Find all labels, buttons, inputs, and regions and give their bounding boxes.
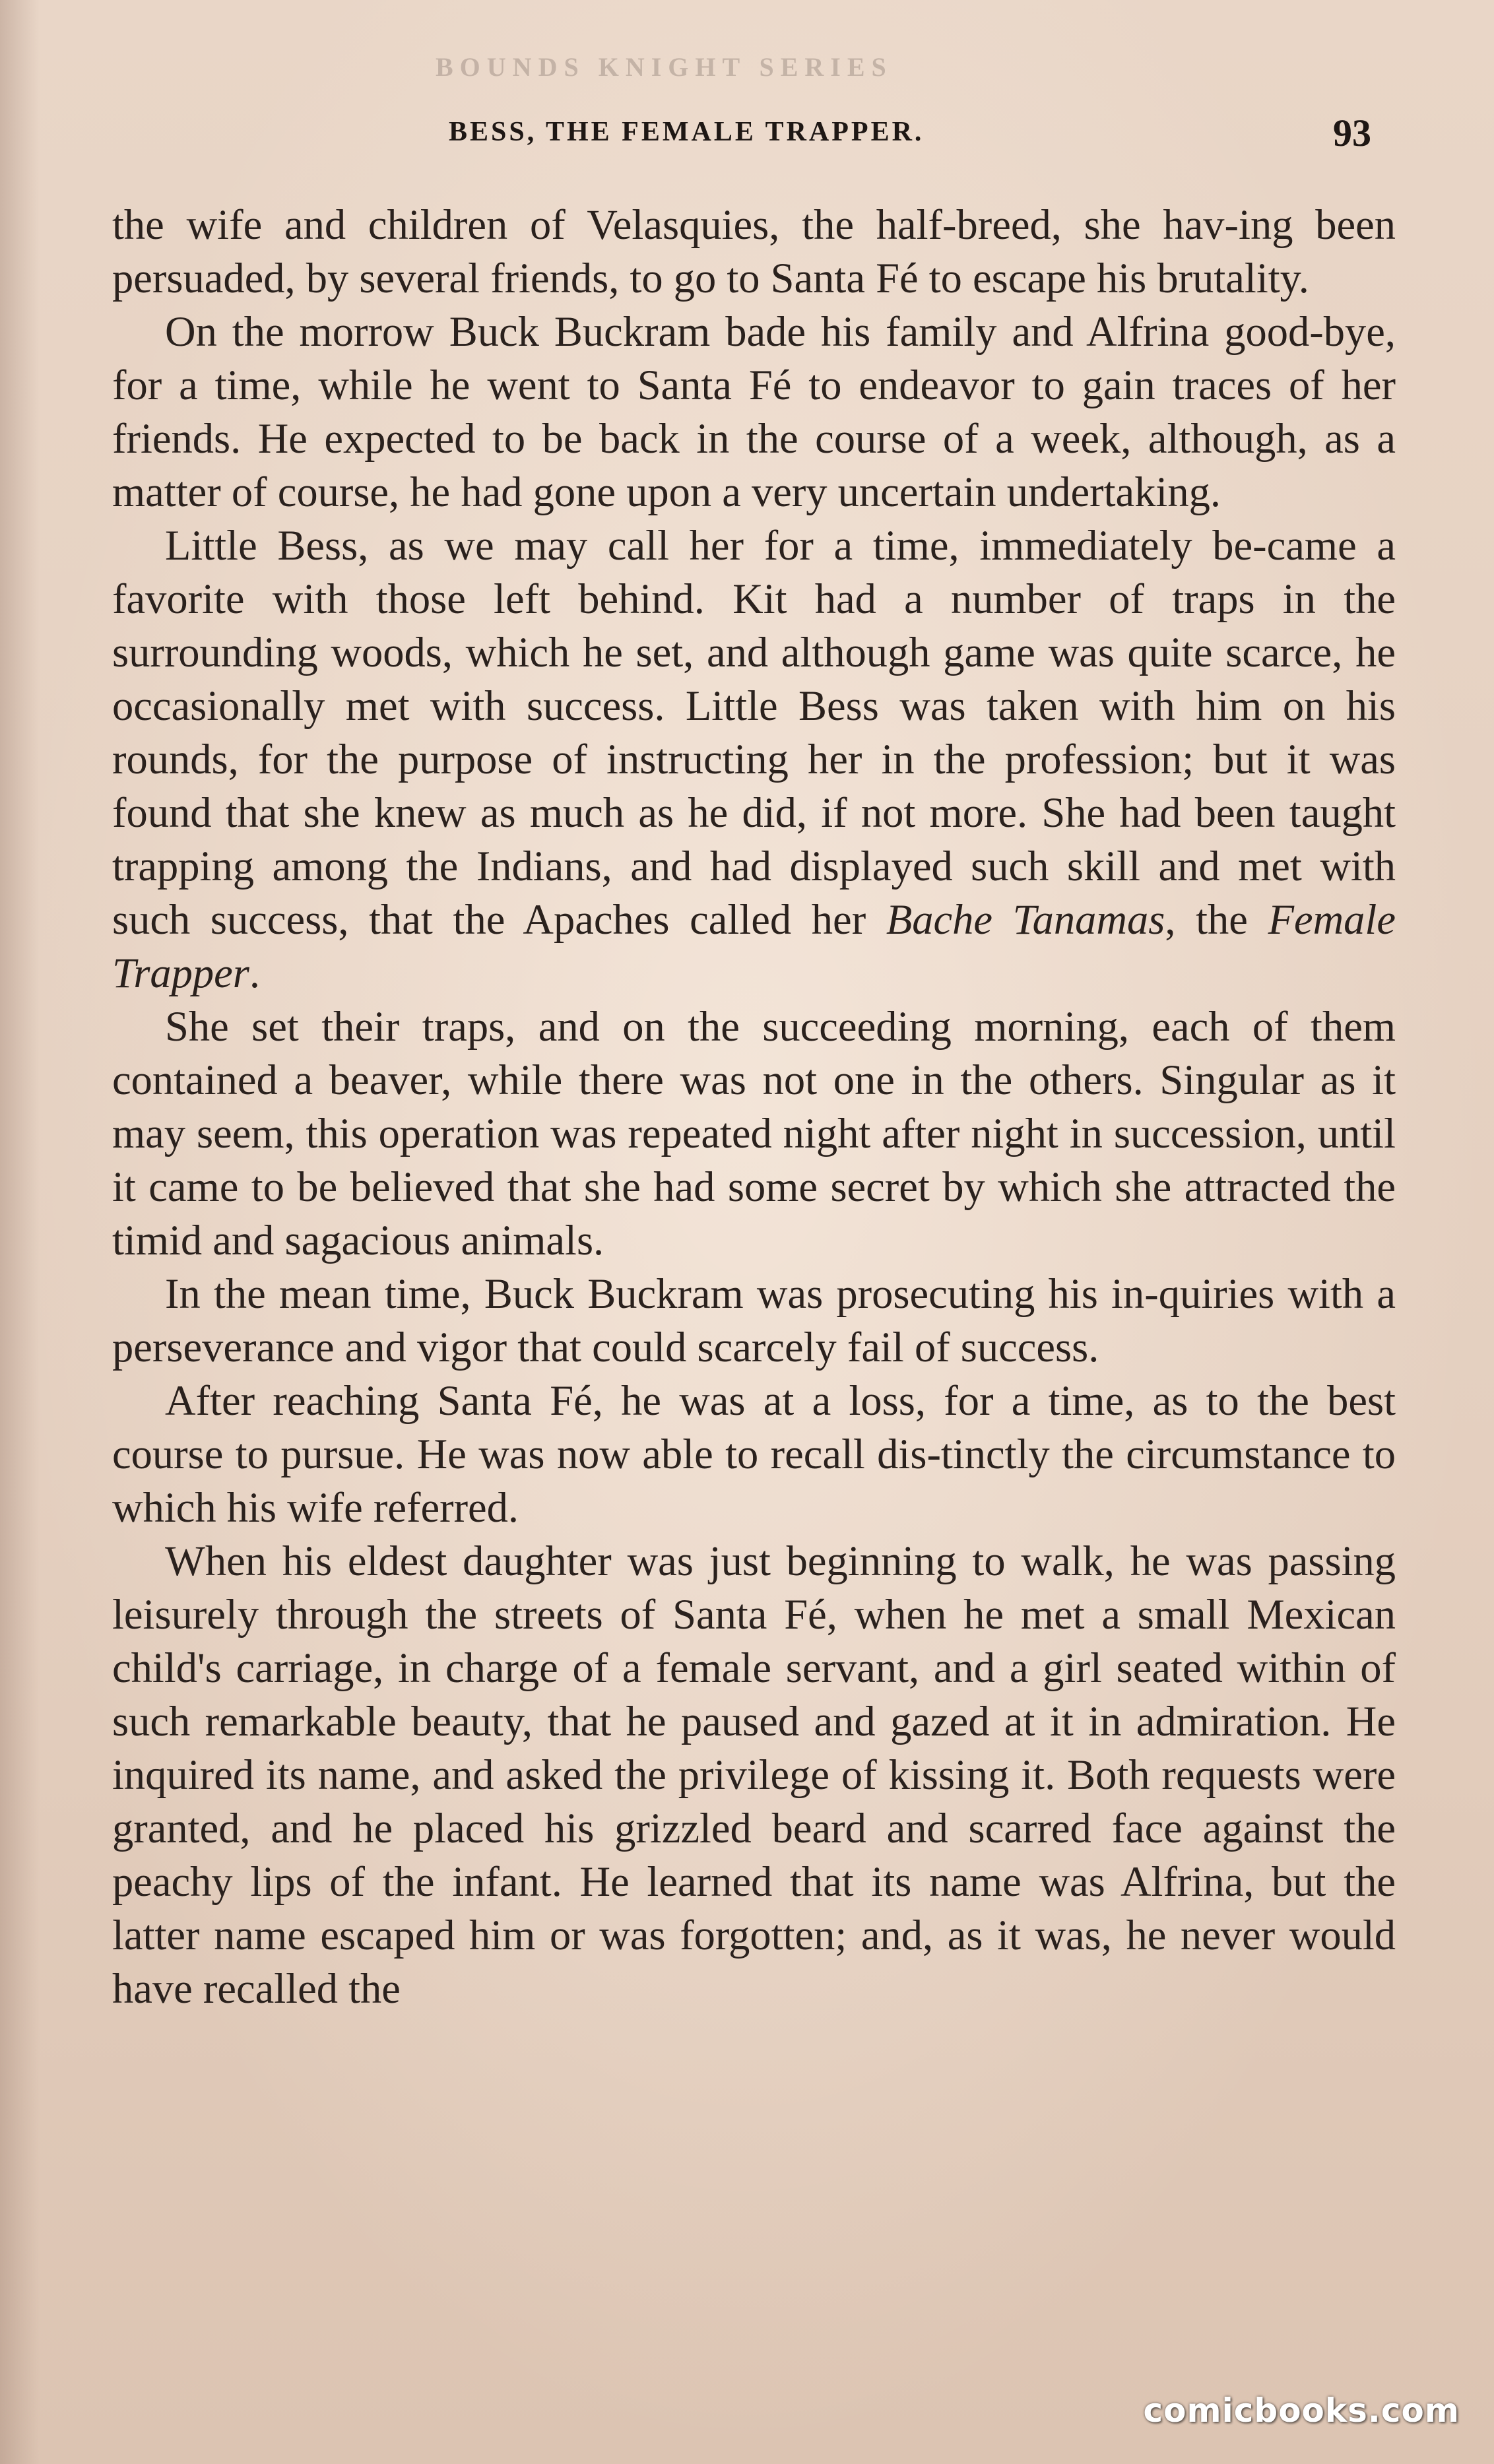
- page-edge-shadow: [0, 0, 40, 2464]
- paragraph: [112, 305, 1396, 519]
- text-run: , the: [1165, 896, 1268, 943]
- running-head: [0, 111, 1494, 157]
- page-number: 93: [1333, 112, 1371, 154]
- paragraph: [112, 1374, 1396, 1534]
- paragraph: [112, 1000, 1396, 1267]
- text-run: When his eldest daughter was just beginning to walk, he was passing leisurely through the streets of Santa Fé, when he met a small Mexican child's carriage, in charge of a female servant, and a girl seated within of such remarkable beauty, that he paused and gazed at it in admiration. He inquired its name, and asked the privilege of kissing it. Both requests were granted, and he placed his grizzled beard and scarred face against the peachy lips of the infant. He learned that its name was Alfrina, but the latter name escaped him or was forgotten; and, as it was, he never would have recalled the: [112, 1538, 1396, 2012]
- bleed-through-text: BOUNDS KNIGHT SERIES: [436, 52, 893, 82]
- paragraph: [112, 1534, 1396, 2015]
- text-run: After reaching Santa Fé, he was at a loss, for a time, as to the best course to pursue. He was now able to recall dis-tinctly the circumstance to which his wife referred.: [112, 1377, 1396, 1531]
- italic-text: Female Trapper: [112, 896, 1396, 996]
- text-run: She set their traps, and on the succeeding morning, each of them contained a beaver, while there was not one in the others. Singular as it may seem, this operation was repeated night after night in succession, until it came to be believed that she had some secret by which she attracted the timid and sagacious animals.: [112, 1003, 1396, 1264]
- text-run: .: [249, 950, 261, 996]
- paragraph: [112, 519, 1396, 1000]
- text-run: In the mean time, Buck Buckram was prosecuting his in-quiries with a perseverance and vigor that could scarcely fail of success.: [112, 1270, 1396, 1371]
- italic-text: Bache Tanamas: [886, 896, 1165, 943]
- paragraph: [112, 1267, 1396, 1374]
- text-run: On the morrow Buck Buckram bade his family and Alfrina good-bye, for a time, while he went to Santa Fé to endeavor to gain traces of her friends. He expected to be back in the course of a week, although, as a matter of course, he had gone upon a very uncertain undertaking.: [112, 308, 1396, 515]
- body-text: [112, 198, 1396, 2015]
- running-title: BESS, THE FEMALE TRAPPER.: [449, 117, 925, 147]
- text-run: the wife and children of Velasquies, the half-breed, she hav-ing been persuaded, by several friends, to go to Santa Fé to escape his brutality.: [112, 201, 1396, 302]
- text-run: Little Bess, as we may call her for a time, immediately be-came a favorite with those left behind. Kit had a number of traps in the surrounding woods, which he set, and although game was quite scarce, he occasionally met with success. Little Bess was taken with him on his rounds, for the purpose of instructing her in the profession; but it was found that she knew as much as he did, if not more. She had been taught trapping among the Indians, and had displayed such skill and met with such success, that the Apaches called her: [112, 522, 1396, 943]
- paragraph: [112, 198, 1396, 305]
- watermark: comicbooks.com: [1143, 2391, 1460, 2430]
